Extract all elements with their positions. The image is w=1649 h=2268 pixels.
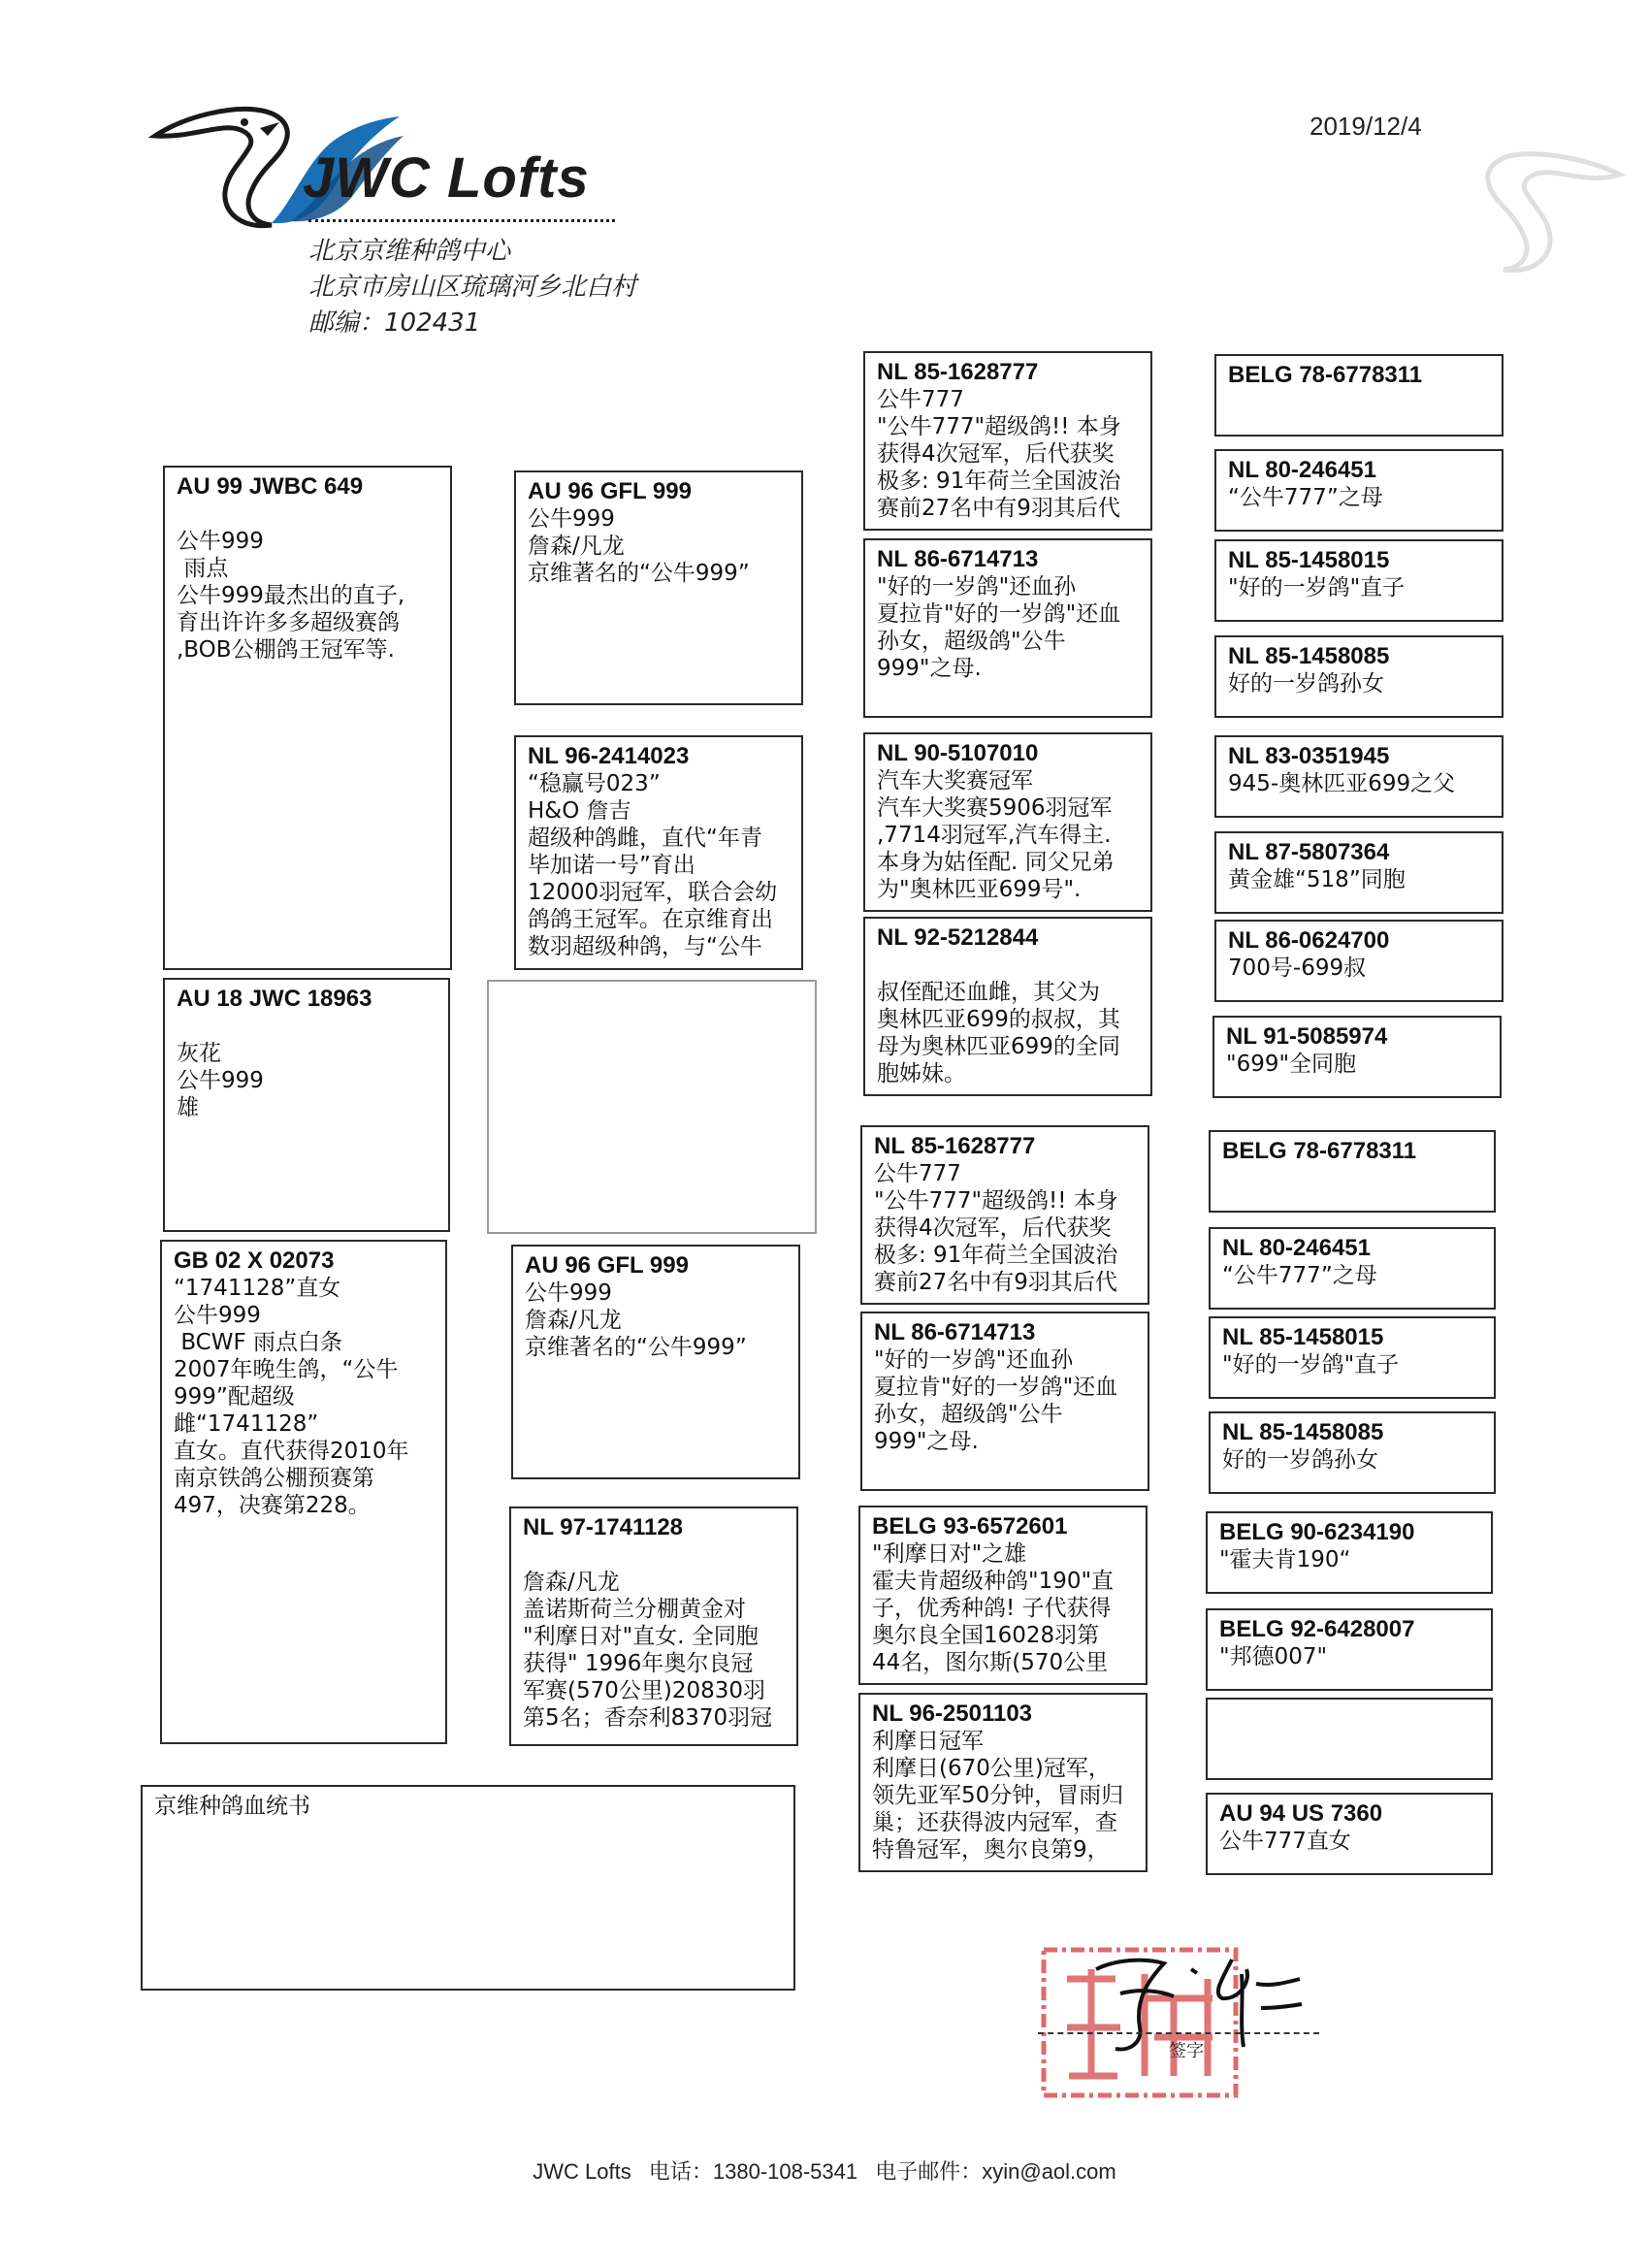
footer-phone: 电话：1380-108-5341 bbox=[648, 2159, 858, 2184]
card-line: 奥林匹亚699的叔叔，其 bbox=[877, 1007, 1120, 1032]
card-line: "好的一岁鸽"还血孙 bbox=[874, 1347, 1074, 1373]
card-line: 第5名；香奈利8370羽冠 bbox=[523, 1705, 773, 1731]
ring-number: BELG 78-6778311 bbox=[1222, 1138, 1417, 1164]
logo-wordmark: JWC Lofts bbox=[303, 146, 590, 210]
card-line: 12000羽冠军，联合会幼 bbox=[528, 880, 778, 905]
ring-number: NL 83-0351945 bbox=[1228, 743, 1390, 769]
gen3-card-8 bbox=[858, 1693, 1148, 1872]
card-line: 2007年晚生鸽，“公牛 bbox=[174, 1357, 399, 1382]
footer-brand: JWC Lofts bbox=[533, 2159, 631, 2184]
gen3-card-1 bbox=[863, 351, 1152, 531]
document-date: 2019/12/4 bbox=[1310, 112, 1422, 141]
gen4-card-8 bbox=[1212, 1016, 1502, 1098]
gen4-card-4 bbox=[1214, 635, 1504, 718]
gen2-card-2 bbox=[514, 735, 803, 970]
org-postcode: 邮编：102431 bbox=[308, 308, 481, 338]
card-line: 700号-699叔 bbox=[1228, 956, 1367, 981]
card-line: 詹森/凡龙 bbox=[528, 534, 625, 559]
card-line: BCWF 雨点白条 bbox=[174, 1330, 343, 1355]
card-line: 孙女，超级鸽"公牛 bbox=[874, 1402, 1063, 1427]
gen2-card-3 bbox=[511, 1245, 800, 1479]
card-line: 京维著名的“公牛999” bbox=[525, 1335, 747, 1360]
card-line: 赛前27名中有9羽其后代 bbox=[874, 1270, 1117, 1295]
card-line: "好的一岁鸽"还血孙 bbox=[877, 574, 1077, 599]
card-line: 数羽超级种鸽，与“公牛 bbox=[528, 934, 762, 959]
card-line: 公牛999 bbox=[177, 1068, 264, 1093]
card-line: 极多: 91年荷兰全国波治 bbox=[874, 1243, 1118, 1268]
gen4-card-13 bbox=[1206, 1511, 1493, 1594]
ring-number: BELG 90-6234190 bbox=[1219, 1519, 1415, 1545]
card-line: 获得4次冠军，后代获奖 bbox=[877, 441, 1115, 467]
card-line: "好的一岁鸽"直子 bbox=[1228, 575, 1406, 600]
card-line: 为"奥林匹亚699号". bbox=[877, 877, 1082, 902]
card-line: 夏拉肯"好的一岁鸽"还血 bbox=[877, 601, 1121, 627]
card-line: 军赛(570公里)20830羽 bbox=[523, 1678, 766, 1703]
card-line: "699"全同胞 bbox=[1226, 1052, 1357, 1077]
ring-number: NL 97-1741128 bbox=[523, 1514, 684, 1540]
dam-card bbox=[160, 1240, 447, 1744]
signature-line bbox=[1038, 2032, 1319, 2034]
card-line: 毕加诺一号”育出 bbox=[528, 853, 695, 878]
card-line: 鸽鸽王冠军。在京维育出 bbox=[528, 907, 773, 932]
card-line: 黄金雄“518”同胞 bbox=[1228, 867, 1406, 892]
gen4-card-empty bbox=[1206, 1698, 1493, 1780]
card-line: 945-奥林匹亚699之父 bbox=[1228, 771, 1456, 796]
card-line: 获得4次冠军，后代获奖 bbox=[874, 1215, 1112, 1241]
org-address: 北京市房山区琉璃河乡北白村 bbox=[308, 273, 637, 302]
card-line: ,7714羽冠军,汽车得主. bbox=[877, 823, 1112, 848]
card-line: 母为奥林匹亚699的全同 bbox=[877, 1034, 1120, 1059]
ring-number: NL 85-1458015 bbox=[1222, 1324, 1384, 1350]
card-line: 好的一岁鸽孙女 bbox=[1222, 1447, 1378, 1473]
ring-number: NL 85-1458015 bbox=[1228, 547, 1390, 573]
gen3-card-4 bbox=[863, 917, 1152, 1096]
ring-number: AU 96 GFL 999 bbox=[525, 1252, 689, 1279]
gen4-card-1 bbox=[1214, 354, 1504, 437]
card-line: 公牛777直女 bbox=[1219, 1829, 1351, 1854]
card-line: 汽车大奖赛冠军 bbox=[877, 768, 1033, 794]
card-line: 利摩日(670公里)冠军， bbox=[872, 1756, 1111, 1781]
card-line: 好的一岁鸽孙女 bbox=[1228, 671, 1384, 697]
ring-number: BELG 78-6778311 bbox=[1228, 362, 1423, 388]
card-line: 超级种鸽雌，直代“年青 bbox=[528, 826, 762, 851]
card-line: 999"之母. bbox=[877, 656, 982, 681]
gen3-card-2 bbox=[863, 538, 1152, 718]
card-line: 公牛777 bbox=[874, 1161, 961, 1186]
card-line: 夏拉肯"好的一岁鸽"还血 bbox=[874, 1375, 1118, 1400]
card-line: 44名，图尔斯(570公里 bbox=[872, 1650, 1109, 1675]
card-line: 詹森/凡龙 bbox=[525, 1308, 622, 1333]
card-line: "公牛777"超级鸽!! 本身 bbox=[874, 1188, 1118, 1214]
ring-number: AU 94 US 7360 bbox=[1219, 1800, 1383, 1827]
card-line: 雄 bbox=[177, 1095, 199, 1120]
gen4-card-6 bbox=[1214, 831, 1504, 914]
ring-number: BELG 93-6572601 bbox=[872, 1513, 1068, 1539]
card-line: 汽车大奖赛5906羽冠军 bbox=[877, 795, 1113, 821]
ring-number: NL 85-1628777 bbox=[877, 359, 1039, 385]
gen4-card-11 bbox=[1209, 1316, 1496, 1399]
footer-email: 电子邮件：xyin@aol.com bbox=[875, 2159, 1116, 2184]
card-line: 公牛999 bbox=[177, 529, 264, 554]
card-line: "公牛777"超级鸽!! 本身 bbox=[877, 414, 1121, 439]
ring-number: NL 91-5085974 bbox=[1226, 1023, 1388, 1050]
ring-number: NL 90-5107010 bbox=[877, 740, 1039, 766]
sire-card bbox=[163, 466, 452, 970]
gen4-card-12 bbox=[1209, 1411, 1496, 1494]
card-line: 子，优秀种鸽! 子代获得 bbox=[872, 1596, 1112, 1621]
gen3-card-5 bbox=[860, 1125, 1149, 1305]
logo-underline bbox=[308, 219, 615, 222]
card-line: “稳赢号023” bbox=[528, 771, 661, 796]
card-line: “1741128”直女 bbox=[174, 1276, 341, 1301]
gen4-card-9 bbox=[1209, 1130, 1496, 1213]
card-line: 南京铁鸽公棚预赛第 bbox=[174, 1466, 374, 1491]
empty-card bbox=[487, 980, 817, 1234]
ring-number: NL 96-2501103 bbox=[872, 1701, 1033, 1727]
card-line: ,BOB公棚鸽王冠军等. bbox=[177, 637, 395, 663]
card-line: “公牛777”之母 bbox=[1228, 485, 1383, 510]
card-line: 公牛999 bbox=[528, 506, 615, 532]
card-line: 999"之母. bbox=[874, 1429, 979, 1454]
ring-number: NL 86-0624700 bbox=[1228, 927, 1390, 954]
gen2-card-4 bbox=[509, 1507, 798, 1746]
card-line: 胞姊妹。 bbox=[877, 1061, 966, 1086]
ring-number: NL 80-246451 bbox=[1222, 1235, 1371, 1261]
ring-number: NL 87-5807364 bbox=[1228, 839, 1390, 865]
gen4-card-3 bbox=[1214, 539, 1504, 622]
card-line: 本身为姑侄配. 同父兄弟 bbox=[877, 850, 1115, 875]
card-line: 霍夫肯超级种鸽"190"直 bbox=[872, 1569, 1115, 1594]
card-line: 直女。直代获得2010年 bbox=[174, 1439, 409, 1464]
card-line: 奥尔良全国16028羽第 bbox=[872, 1623, 1100, 1648]
card-line: 育出许许多多超级赛鸽 bbox=[177, 610, 400, 635]
card-line: 公牛777 bbox=[877, 387, 964, 412]
card-line: 叔侄配还血雌，其父为 bbox=[877, 980, 1100, 1005]
ring-number: AU 18 JWC 18963 bbox=[177, 986, 372, 1012]
gen4-card-16 bbox=[1206, 1793, 1493, 1875]
card-line: 获得" 1996年奥尔良冠 bbox=[523, 1651, 754, 1676]
card-line: "好的一岁鸽"直子 bbox=[1222, 1352, 1400, 1377]
ring-number: NL 85-1458085 bbox=[1222, 1419, 1384, 1445]
org-name: 北京京维种鸽中心 bbox=[308, 237, 511, 266]
card-line: 公牛999 bbox=[525, 1280, 612, 1306]
gen4-card-14 bbox=[1206, 1608, 1493, 1691]
card-line: 盖诺斯荷兰分棚黄金对 bbox=[523, 1597, 746, 1622]
ring-number: NL 96-2414023 bbox=[528, 743, 690, 769]
gen4-card-10 bbox=[1209, 1227, 1496, 1310]
card-line: 孙女，超级鸽"公牛 bbox=[877, 629, 1066, 654]
gen3-card-6 bbox=[860, 1312, 1149, 1491]
gen4-card-5 bbox=[1214, 735, 1504, 818]
ring-number: NL 85-1628777 bbox=[874, 1133, 1036, 1159]
gen4-card-7 bbox=[1214, 920, 1504, 1002]
certificate-box bbox=[141, 1785, 795, 1991]
certificate-title: 京维种鸽血统书 bbox=[154, 1794, 310, 1819]
gen2-card-1 bbox=[514, 470, 803, 705]
card-line: "邦德007" bbox=[1219, 1644, 1328, 1669]
card-line: 巢；还获得波内冠军，查 bbox=[872, 1810, 1117, 1835]
ring-number: AU 99 JWBC 649 bbox=[177, 473, 364, 500]
ring-number: BELG 92-6428007 bbox=[1219, 1616, 1415, 1642]
gen3-card-7 bbox=[858, 1506, 1148, 1685]
ring-number: NL 85-1458085 bbox=[1228, 643, 1390, 669]
ring-number: GB 02 X 02073 bbox=[174, 1247, 335, 1274]
card-line: "利摩日对"直女. 全同胞 bbox=[523, 1624, 759, 1649]
card-line: 詹森/凡龙 bbox=[523, 1570, 620, 1595]
card-line: 公牛999最杰出的直子, bbox=[177, 583, 405, 608]
ring-number: NL 86-6714713 bbox=[877, 546, 1039, 572]
card-line: 灰花 bbox=[177, 1041, 221, 1066]
card-line: 极多: 91年荷兰全国波治 bbox=[877, 469, 1121, 494]
ring-number: NL 86-6714713 bbox=[874, 1319, 1036, 1345]
watermark-logo-icon bbox=[1377, 146, 1630, 291]
ring-number: NL 80-246451 bbox=[1228, 457, 1376, 483]
card-line: "利摩日对"之雄 bbox=[872, 1541, 1027, 1567]
card-line: “公牛777”之母 bbox=[1222, 1263, 1377, 1288]
footer-contact bbox=[0, 2155, 1649, 2186]
card-line: 利摩日冠军 bbox=[872, 1729, 984, 1754]
gen4-card-2 bbox=[1214, 449, 1504, 532]
ring-number: NL 92-5212844 bbox=[877, 924, 1039, 951]
card-line: 领先亚军50分钟，冒雨归 bbox=[872, 1783, 1124, 1808]
gen3-card-3 bbox=[863, 732, 1152, 912]
card-line: 雨点 bbox=[177, 556, 229, 581]
card-line: 公牛999 bbox=[174, 1303, 261, 1328]
card-line: 特鲁冠军，奥尔良第9， bbox=[872, 1837, 1110, 1863]
ring-number: AU 96 GFL 999 bbox=[528, 478, 692, 504]
signature-label: 签字 bbox=[1169, 2041, 1204, 2061]
card-line: 497，决赛第228。 bbox=[174, 1493, 371, 1518]
subject-card bbox=[163, 978, 450, 1232]
card-line: H&O 詹吉 bbox=[528, 798, 631, 824]
card-line: 京维著名的“公牛999” bbox=[528, 561, 750, 586]
card-line: 赛前27名中有9羽其后代 bbox=[877, 496, 1120, 521]
card-line: "霍夫肯190“ bbox=[1219, 1547, 1351, 1572]
card-line: 999”配超级雌“1741128” bbox=[174, 1384, 319, 1437]
